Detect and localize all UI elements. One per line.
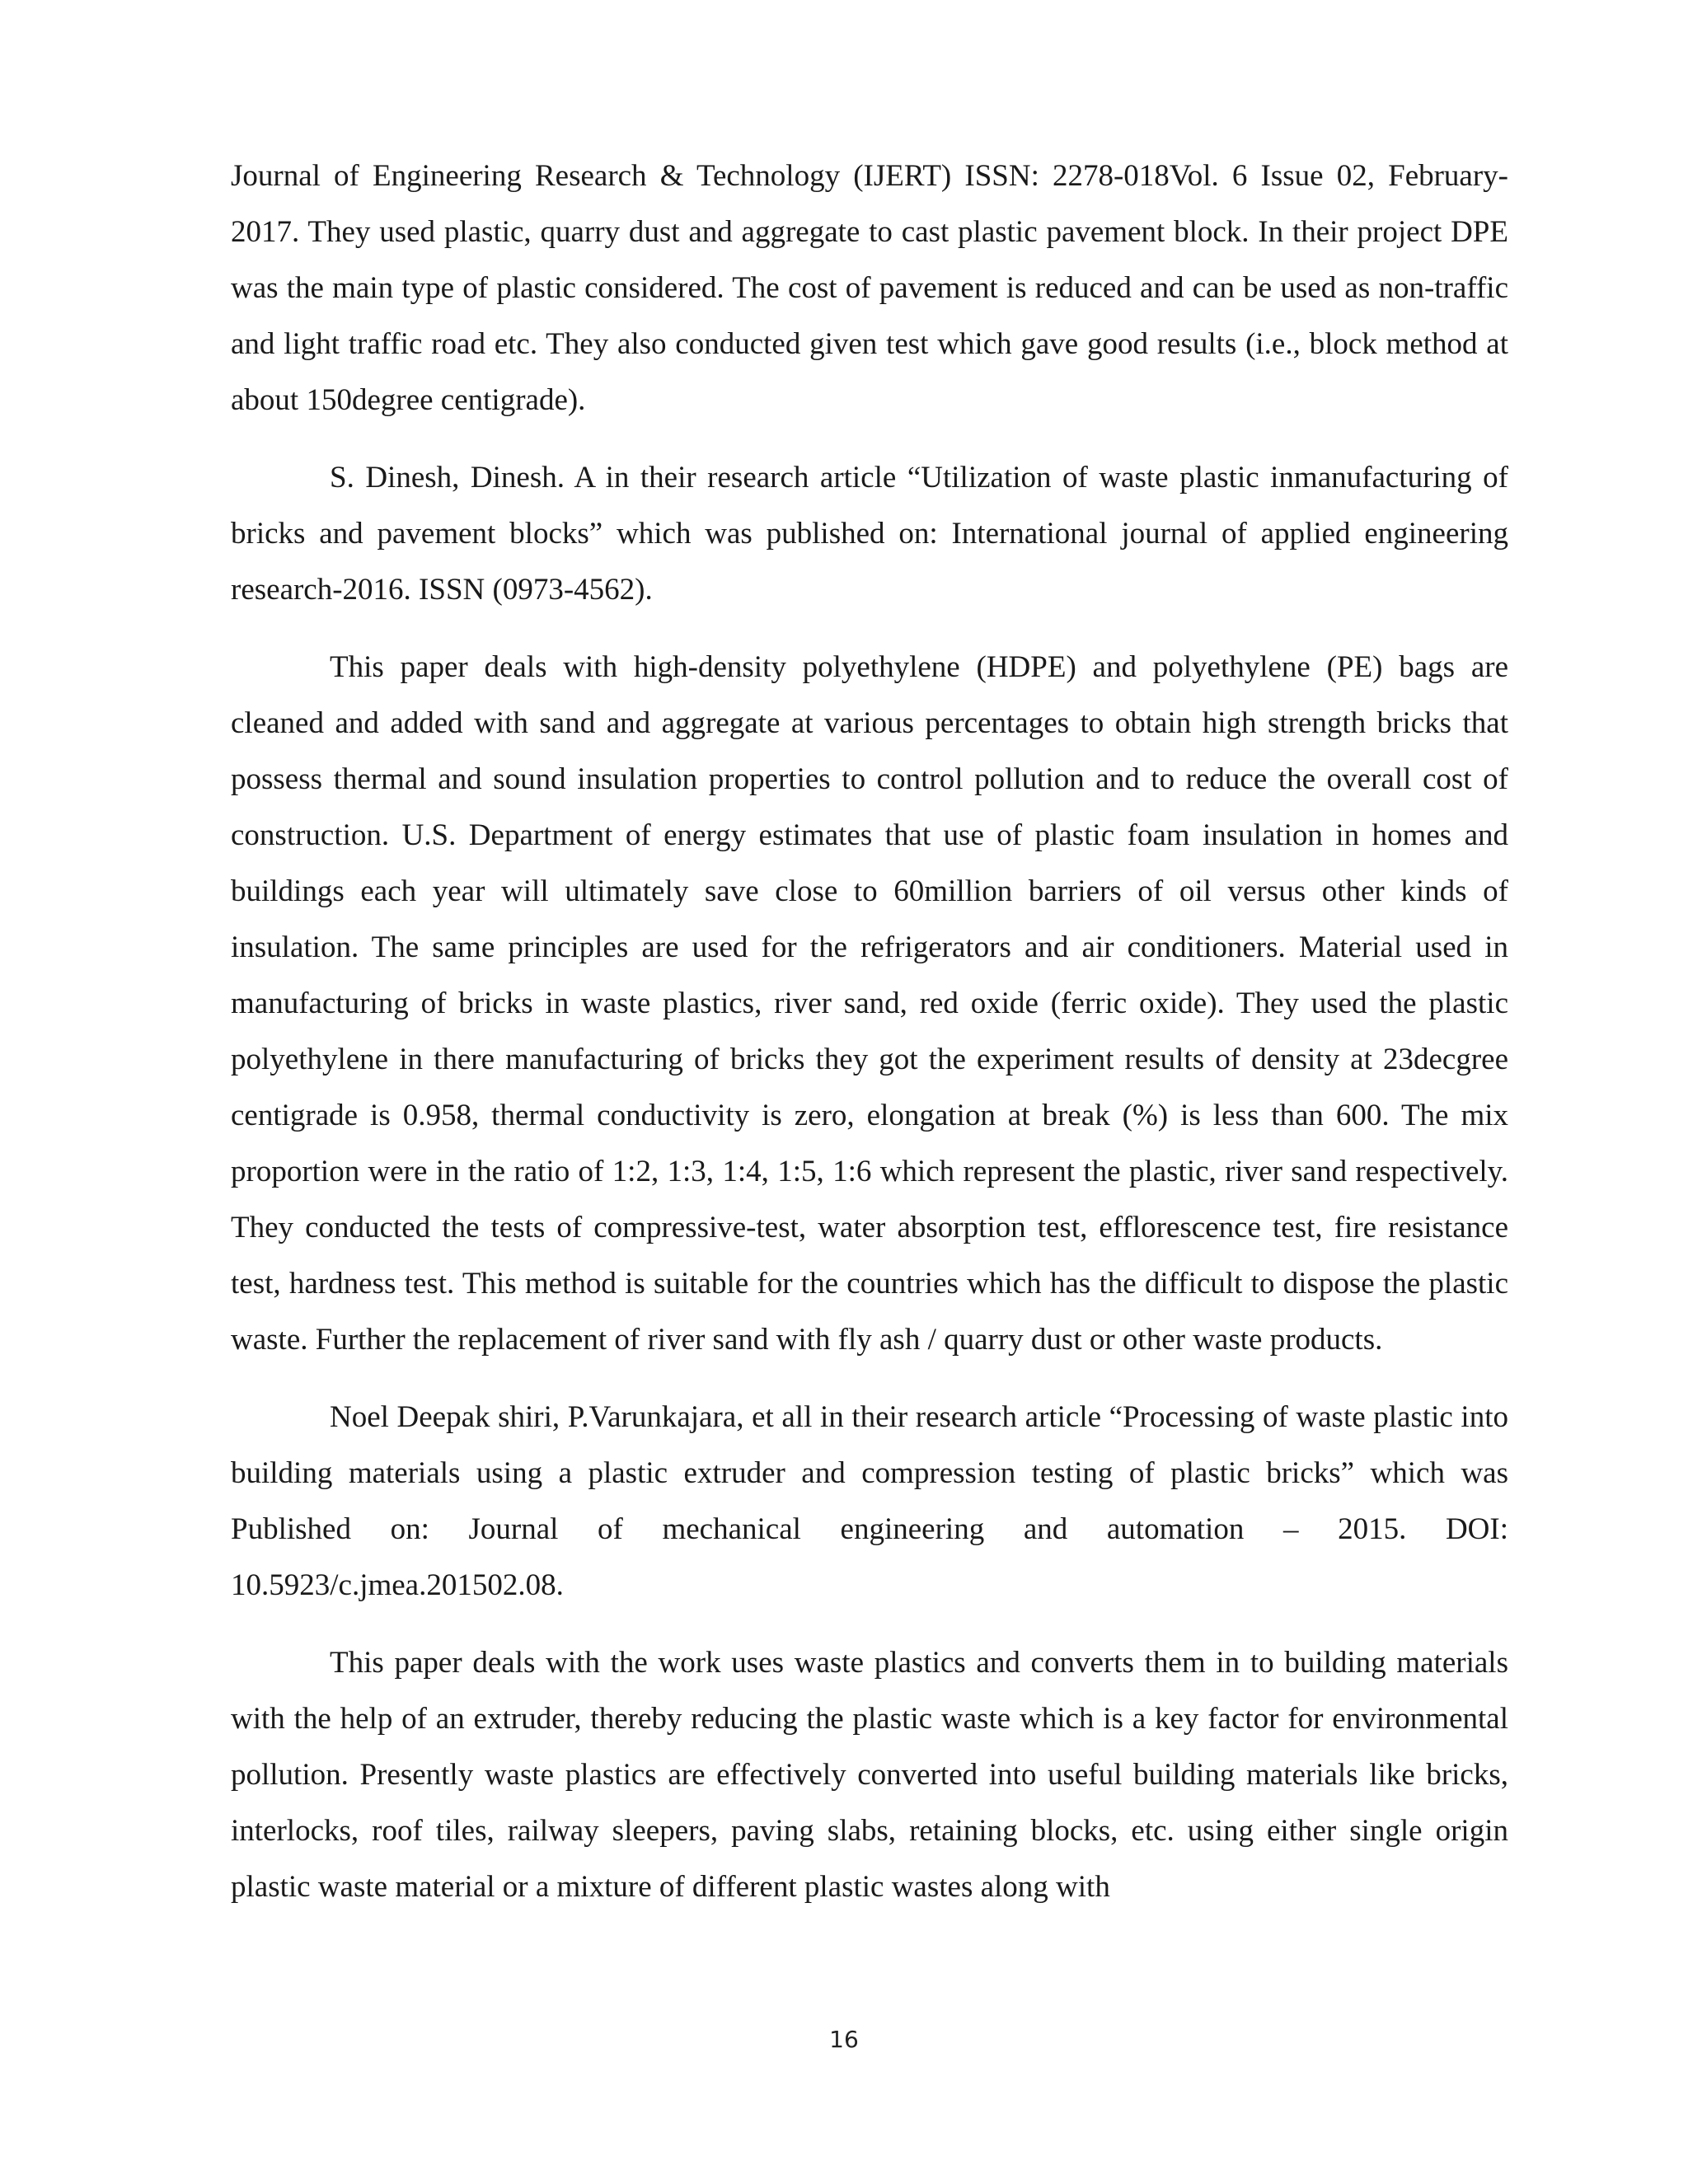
paragraph-dinesh-reference: S. Dinesh, Dinesh. A in their research article “Utilization of waste plastic inmanufacturing of bricks and pavement blocks” which was published on: International journal of applied engineering research-2016. ISSN (0973-4562). — [231, 461, 1508, 607]
body-text — [231, 148, 1508, 1915]
page-number: 16 — [829, 2026, 859, 2053]
paragraph-hdpe-bricks: This paper deals with high-density polyethylene (HDPE) and polyethylene (PE) bags are cleaned and added with sand and aggregate at various percentages to obtain high strength bricks that possess thermal and sound insulation properties to control pollution and to reduce the overall cost of construction. U.S. Department of energy estimates that use of plastic foam insulation in homes and buildings each year will ultimately save close to 60million barriers of oil versus other kinds of insulation. The same principles are used for the refrigerators and air conditioners. Material used in manufacturing of bricks in waste plastics, river sand, red oxide (ferric oxide). They used the plastic polyethylene in there manufacturing of bricks they got the experiment results of density at 23decgree centigrade is 0.958, thermal conductivity is zero, elongation at break (%) is less than 600. The mix proportion were in the ratio of 1:2, 1:3, 1:4, 1:5, 1:6 which represent the plastic, river sand respectively. They conducted the tests of compressive-test, water absorption test, efflorescence test, fire resistance test, hardness test. This method is suitable for the countries which has the difficult to dispose the plastic waste. Further the replacement of river sand with fly ash / quarry dust or other waste products. — [231, 650, 1508, 1357]
paragraph-noel-deepak-reference: Noel Deepak shiri, P.Varunkajara, et all in their research article “Processing of waste plastic into building materials using a plastic extruder and compression testing of plastic bricks” which was Published on: Journal of mechanical engineering and automation – 2015. DOI: 10.5923/c.jmea.201502.08. — [231, 1400, 1508, 1602]
paragraph-ijert-reference: Journal of Engineering Research & Technology (IJERT) ISSN: 2278-018Vol. 6 Issue 02, February-2017. They used plastic, quarry dust and aggregate to cast plastic pavement block. In their project DPE was the main type of plastic considered. The cost of pavement is reduced and can be used as non-traffic and light traffic road etc. They also conducted given test which gave good results (i.e., block method at about 150degree centigrade). — [231, 159, 1508, 417]
paragraph-extruder-work: This paper deals with the work uses waste plastics and converts them in to building materials with the help of an extruder, thereby reducing the plastic waste which is a key factor for environmental pollution. Presently waste plastics are effectively converted into useful building materials like bricks, interlocks, roof tiles, railway sleepers, paving slabs, retaining blocks, etc. using either single origin plastic waste material or a mixture of different plastic wastes along with — [231, 1646, 1508, 1904]
